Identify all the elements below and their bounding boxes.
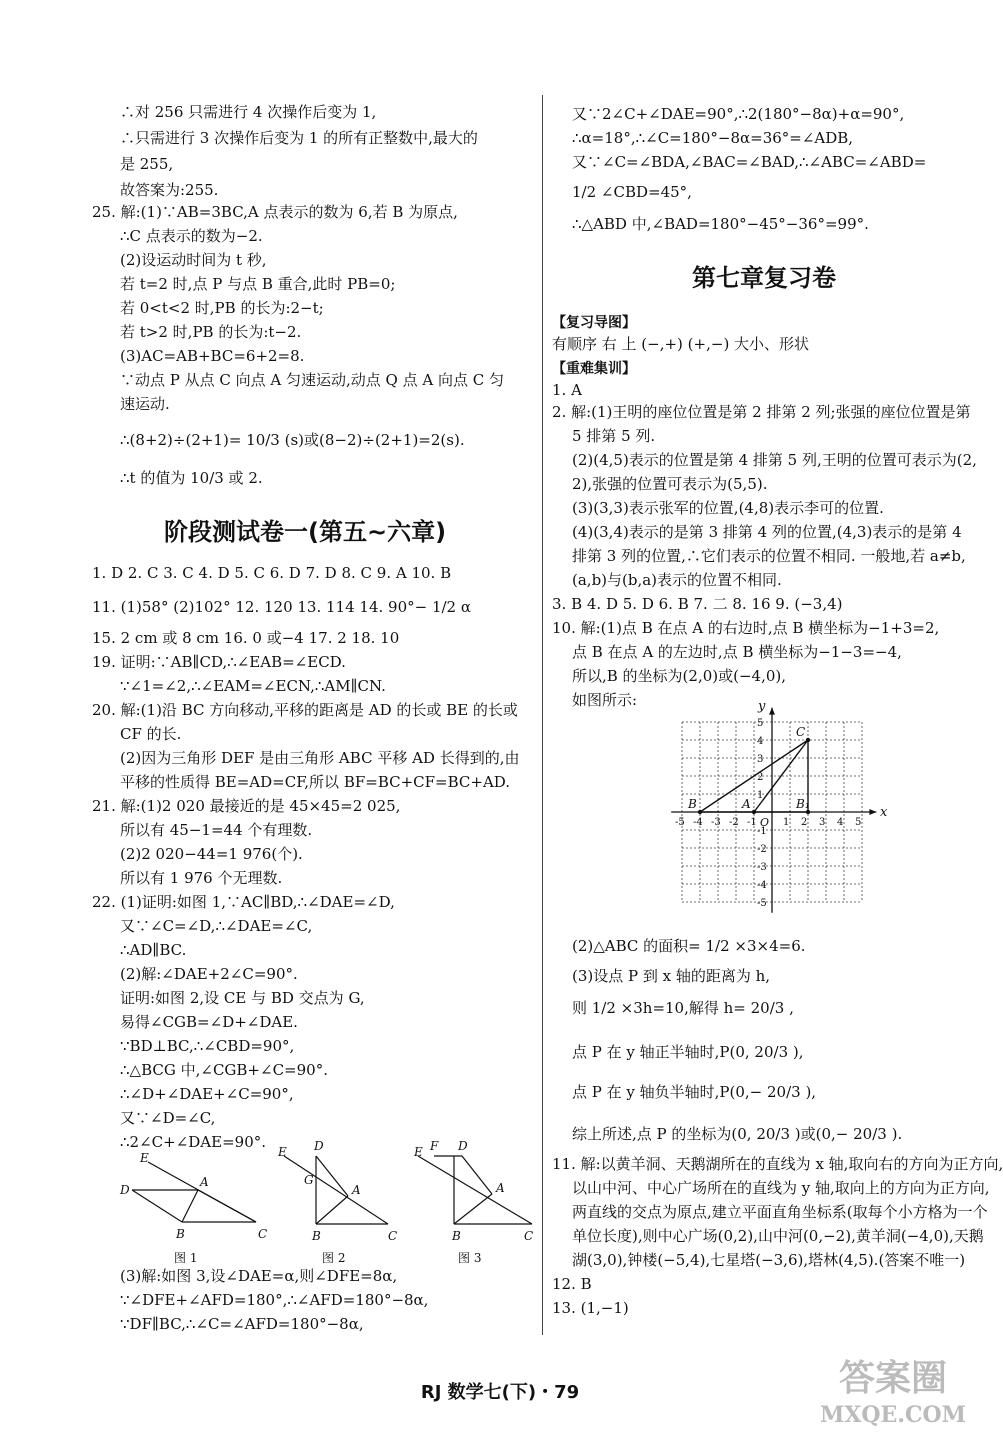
svg-text:A: A	[352, 1183, 361, 1197]
answer-line: 21. 解:(1)2 020 最接近的是 45×45=2 025,	[92, 797, 401, 815]
svg-text:B: B	[176, 1227, 185, 1241]
answer-line: ∴2∠C+∠DAE=90°.	[120, 1133, 267, 1151]
answer-line: 15. 2 cm 或 8 cm 16. 0 或−4 17. 2 18. 10	[92, 629, 400, 647]
answer-line: ∵∠DFE+∠AFD=180°,∴∠AFD=180°−8α,	[120, 1291, 429, 1309]
text-line: 5 排第 5 列.	[572, 427, 656, 445]
answer-line: ∵BD⊥BC,∴∠CBD=90°,	[120, 1037, 295, 1055]
text-line: 若 t>2 时,PB 的长为:t−2.	[120, 323, 302, 341]
svg-text:E: E	[414, 1145, 423, 1159]
text-line: 以山中河、中心广场所在的直线为 y 轴,取向上的方向为正方向,	[572, 1179, 990, 1197]
y-tick-label: -5	[757, 898, 767, 909]
x-axis-arrow	[869, 809, 876, 815]
y-tick-label: 5	[757, 718, 764, 729]
text-line: 是 255,	[120, 155, 174, 173]
y-tick-label: 1	[757, 790, 764, 801]
answer-line: 22. (1)证明:如图 1,∵AC∥BD,∴∠DAE=∠D,	[92, 893, 395, 911]
text-line: 1/2 ∠CBD=45°,	[572, 183, 692, 201]
text-line: 所以,B 的坐标为(2,0)或(−4,0),	[572, 667, 787, 685]
section-title: 阶段测试卷一(第五~六章)	[164, 518, 447, 546]
x-tick-label: 4	[837, 817, 844, 828]
text-line: 11. 解:以黄羊洞、天鹅湖所在的直线为 x 轴,取向右的方向为正方向,	[552, 1155, 1003, 1173]
text-line: (2)设运动时间为 t 秒,	[120, 251, 267, 269]
figure-3	[418, 1156, 532, 1224]
review-line: 有顺序 右 上 (−,+) (+,−) 大小、形状	[552, 335, 810, 353]
x-tick-label: 3	[819, 817, 826, 828]
text-line: 单位长度),则中心广场(0,2),山中河(0,−2),黄羊洞(−4,0),天鹅	[572, 1227, 984, 1245]
answer-line: 易得∠CGB=∠D+∠DAE.	[120, 1013, 298, 1031]
point-A	[752, 810, 756, 814]
origin-label: O	[760, 816, 770, 829]
x-axis-label: x	[880, 805, 888, 820]
text-line: (3)AC=AB+BC=6+2=8.	[120, 347, 305, 365]
x-tick-label: 2	[801, 817, 808, 828]
answer-line: 11. (1)58° (2)102° 12. 120 13. 114 14. 90°− 1/2 α	[92, 598, 471, 616]
text-line: 1. A	[552, 381, 582, 399]
answer-line: CF 的长.	[120, 725, 182, 743]
column-divider	[542, 95, 543, 1335]
text-line: 两直线的交点为原点,建立平面直角坐标系(取每个小方格为一个	[572, 1203, 988, 1221]
answer-line: 又∵∠C=∠D,∴∠DAE=∠C,	[120, 917, 313, 935]
point-B	[698, 810, 702, 814]
coordinate-graph	[662, 700, 902, 930]
x-tick-label: -5	[675, 817, 685, 828]
text-line: ∴△ABD 中,∠BAD=180°−45°−36°=99°.	[572, 215, 869, 233]
page-footer: RJ 数学七(下)・79	[420, 1382, 580, 1403]
text-line: ∴(8+2)÷(2+1)= 10/3 (s)或(8−2)÷(2+1)=2(s).	[120, 431, 465, 449]
tag-training: 【重难集训】	[552, 361, 636, 377]
section-title: 第七章复习卷	[692, 264, 836, 292]
answer-line: (2)因为三角形 DEF 是由三角形 ABC 平移 AD 长得到的,由	[120, 749, 520, 767]
figure-1	[132, 1162, 256, 1222]
svg-text:E: E	[140, 1151, 149, 1165]
svg-text:D: D	[120, 1183, 130, 1197]
svg-text:F: F	[430, 1139, 439, 1153]
text-line: 湖(3,0),钟楼(−5,4),七星塔(−3,6),塔林(4,5).(答案不唯一)	[572, 1251, 966, 1269]
text-line: 故答案为:255.	[120, 181, 219, 199]
svg-text:C: C	[258, 1227, 268, 1241]
svg-text:D: D	[458, 1139, 468, 1153]
x-tick-label: 1	[783, 817, 790, 828]
y-tick-label: -4	[757, 880, 767, 891]
text-line: 3. B 4. D 5. D 6. B 7. 二 8. 16 9. (−3,4)	[552, 595, 843, 613]
text-line: ∴对 256 只需进行 4 次操作后变为 1,	[120, 103, 377, 121]
text-line: 排第 3 列的位置,∴它们表示的位置不相同. 一般地,若 a≠b,	[572, 547, 966, 565]
watermark-logo	[798, 1350, 988, 1430]
text-line: 2. 解:(1)王明的座位位置是第 2 排第 2 列;张强的座位位置是第	[552, 403, 971, 421]
answer-line: 证明:如图 2,设 CE 与 BD 交点为 G,	[120, 989, 365, 1007]
answer-line: (2)解:∠DAE+2∠C=90°.	[120, 965, 298, 983]
text-line: 25. 解:(1)∵AB=3BC,A 点表示的数为 6,若 B 为原点,	[92, 203, 458, 221]
answer-line: 20. 解:(1)沿 BC 方向移动,平移的距离是 AD 的长或 BE 的长或	[92, 701, 518, 719]
point-label: B₁	[796, 797, 810, 811]
text-line: ∴α=18°,∴∠C=180°−8α=36°=∠ADB,	[572, 129, 854, 147]
text-line: ∴只需进行 3 次操作后变为 1 的所有正整数中,最大的	[120, 129, 478, 147]
svg-text:A: A	[200, 1175, 209, 1189]
answer-line: ∴△BCG 中,∠CGB+∠C=90°.	[120, 1061, 328, 1079]
figure-2	[284, 1156, 388, 1224]
x-tick-label: -2	[729, 817, 739, 828]
text-line: ∴C 点表示的数为−2.	[120, 227, 263, 245]
text-line: 13. (1,−1)	[552, 1299, 629, 1317]
answer-line: 1. D 2. C 3. C 4. D 5. C 6. D 7. D 8. C 9. A 10. B	[92, 564, 452, 582]
text-line: 速运动.	[120, 395, 170, 413]
y-axis-arrow	[769, 708, 775, 715]
text-line: ∴t 的值为 10/3 或 2.	[120, 469, 263, 487]
answer-line: ∴AD∥BC.	[120, 941, 187, 959]
watermark-url: MXQE.COM	[819, 1402, 967, 1428]
y-axis-label: y	[758, 698, 766, 714]
text-line: 如图所示:	[572, 691, 638, 709]
text-line: (a,b)与(b,a)表示的位置不相同.	[572, 571, 782, 589]
y-tick-label: 3	[757, 754, 764, 765]
text-line: 2),张强的位置可表示为(5,5).	[572, 475, 768, 493]
svg-text:B: B	[312, 1229, 321, 1243]
text-line: (3)设点 P 到 x 轴的距离为 h,	[572, 967, 771, 985]
text-line: 综上所述,点 P 的坐标为(0, 20/3 )或(0,− 20/3 ).	[572, 1125, 903, 1143]
svg-text:C: C	[388, 1229, 398, 1243]
y-tick-label: -2	[757, 844, 767, 855]
geometry-figures	[112, 1136, 532, 1266]
text-line: 点 P 在 y 轴负半轴时,P(0,− 20/3 ),	[572, 1083, 817, 1101]
figure-caption: 图 3	[458, 1251, 482, 1265]
answer-line: ∵DF∥BC,∴∠C=∠AFD=180°−8α,	[120, 1315, 364, 1333]
point-C	[806, 738, 810, 742]
answer-line: 所以有 45−1=44 个有理数.	[120, 821, 313, 839]
answer-line: (2)2 020−44=1 976(个).	[120, 845, 303, 863]
text-line: 又∵2∠C+∠DAE=90°,∴2(180°−8α)+α=90°,	[572, 105, 905, 123]
y-tick-label: -3	[757, 862, 767, 873]
svg-text:G: G	[304, 1173, 314, 1187]
tag-review: 【复习导图】	[552, 315, 636, 331]
text-line: 12. B	[552, 1275, 592, 1293]
text-line: 10. 解:(1)点 B 在点 A 的右边时,点 B 横坐标为−1+3=2,	[552, 619, 940, 637]
answer-line: (3)解:如图 3,设∠DAE=α,则∠DFE=8α,	[120, 1267, 398, 1285]
answer-line: 所以有 1 976 个无理数.	[120, 869, 283, 887]
answer-line: ∵∠1=∠2,∴∠EAM=∠ECN,∴AM∥CN.	[120, 677, 386, 695]
answer-line: ∴∠D+∠DAE+∠C=90°,	[120, 1085, 294, 1103]
text-line: 则 1/2 ×3h=10,解得 h= 20/3 ,	[572, 999, 794, 1017]
svg-text:E: E	[278, 1145, 287, 1159]
point-label: C	[796, 725, 806, 739]
point-label: B	[688, 797, 697, 811]
figure-caption: 图 1	[174, 1251, 198, 1265]
text-line: (2)△ABC 的面积= 1/2 ×3×4=6.	[572, 937, 806, 955]
point-label: A	[742, 797, 751, 811]
text-line: 若 0<t<2 时,PB 的长为:2−t;	[120, 299, 324, 317]
text-line: (3)(3,3)表示张军的位置,(4,8)表示李可的位置.	[572, 499, 884, 517]
text-line: 点 B 在点 A 的左边时,点 B 横坐标为−1−3=−4,	[572, 643, 902, 661]
answer-line: 19. 证明:∵AB∥CD,∴∠EAB=∠ECD.	[92, 653, 346, 671]
svg-text:D: D	[314, 1139, 324, 1153]
svg-text:C: C	[524, 1229, 534, 1243]
y-tick-label: 4	[757, 736, 764, 747]
y-tick-label: 2	[757, 772, 764, 783]
text-line: ∵动点 P 从点 C 向点 A 匀速运动,动点 Q 点 A 向点 C 匀	[120, 371, 504, 389]
answer-line: 平移的性质得 BE=AD=CF,所以 BF=BC+CF=BC+AD.	[120, 773, 511, 791]
x-tick-label: -1	[747, 817, 757, 828]
svg-text:A: A	[496, 1181, 505, 1195]
text-line: 若 t=2 时,点 P 与点 B 重合,此时 PB=0;	[120, 275, 396, 293]
text-line: (4)(3,4)表示的是第 3 排第 4 列的位置,(4,3)表示的是第 4	[572, 523, 962, 541]
svg-text:B: B	[452, 1229, 461, 1243]
text-line: (2)(4,5)表示的位置是第 4 排第 5 列,王明的位置可表示为(2,	[572, 451, 977, 469]
x-tick-label: -3	[711, 817, 721, 828]
watermark-title: 答案圈	[838, 1357, 948, 1399]
text-line: 点 P 在 y 轴正半轴时,P(0, 20/3 ),	[572, 1043, 804, 1061]
x-tick-label: 5	[855, 817, 862, 828]
text-line: 又∵∠C=∠BDA,∠BAC=∠BAD,∴∠ABC=∠ABD=	[572, 153, 927, 171]
y-tick-label: -1	[757, 826, 767, 837]
figure-caption: 图 2	[322, 1251, 346, 1265]
x-tick-label: -4	[693, 817, 703, 828]
answer-line: 又∵∠D=∠C,	[120, 1109, 216, 1127]
